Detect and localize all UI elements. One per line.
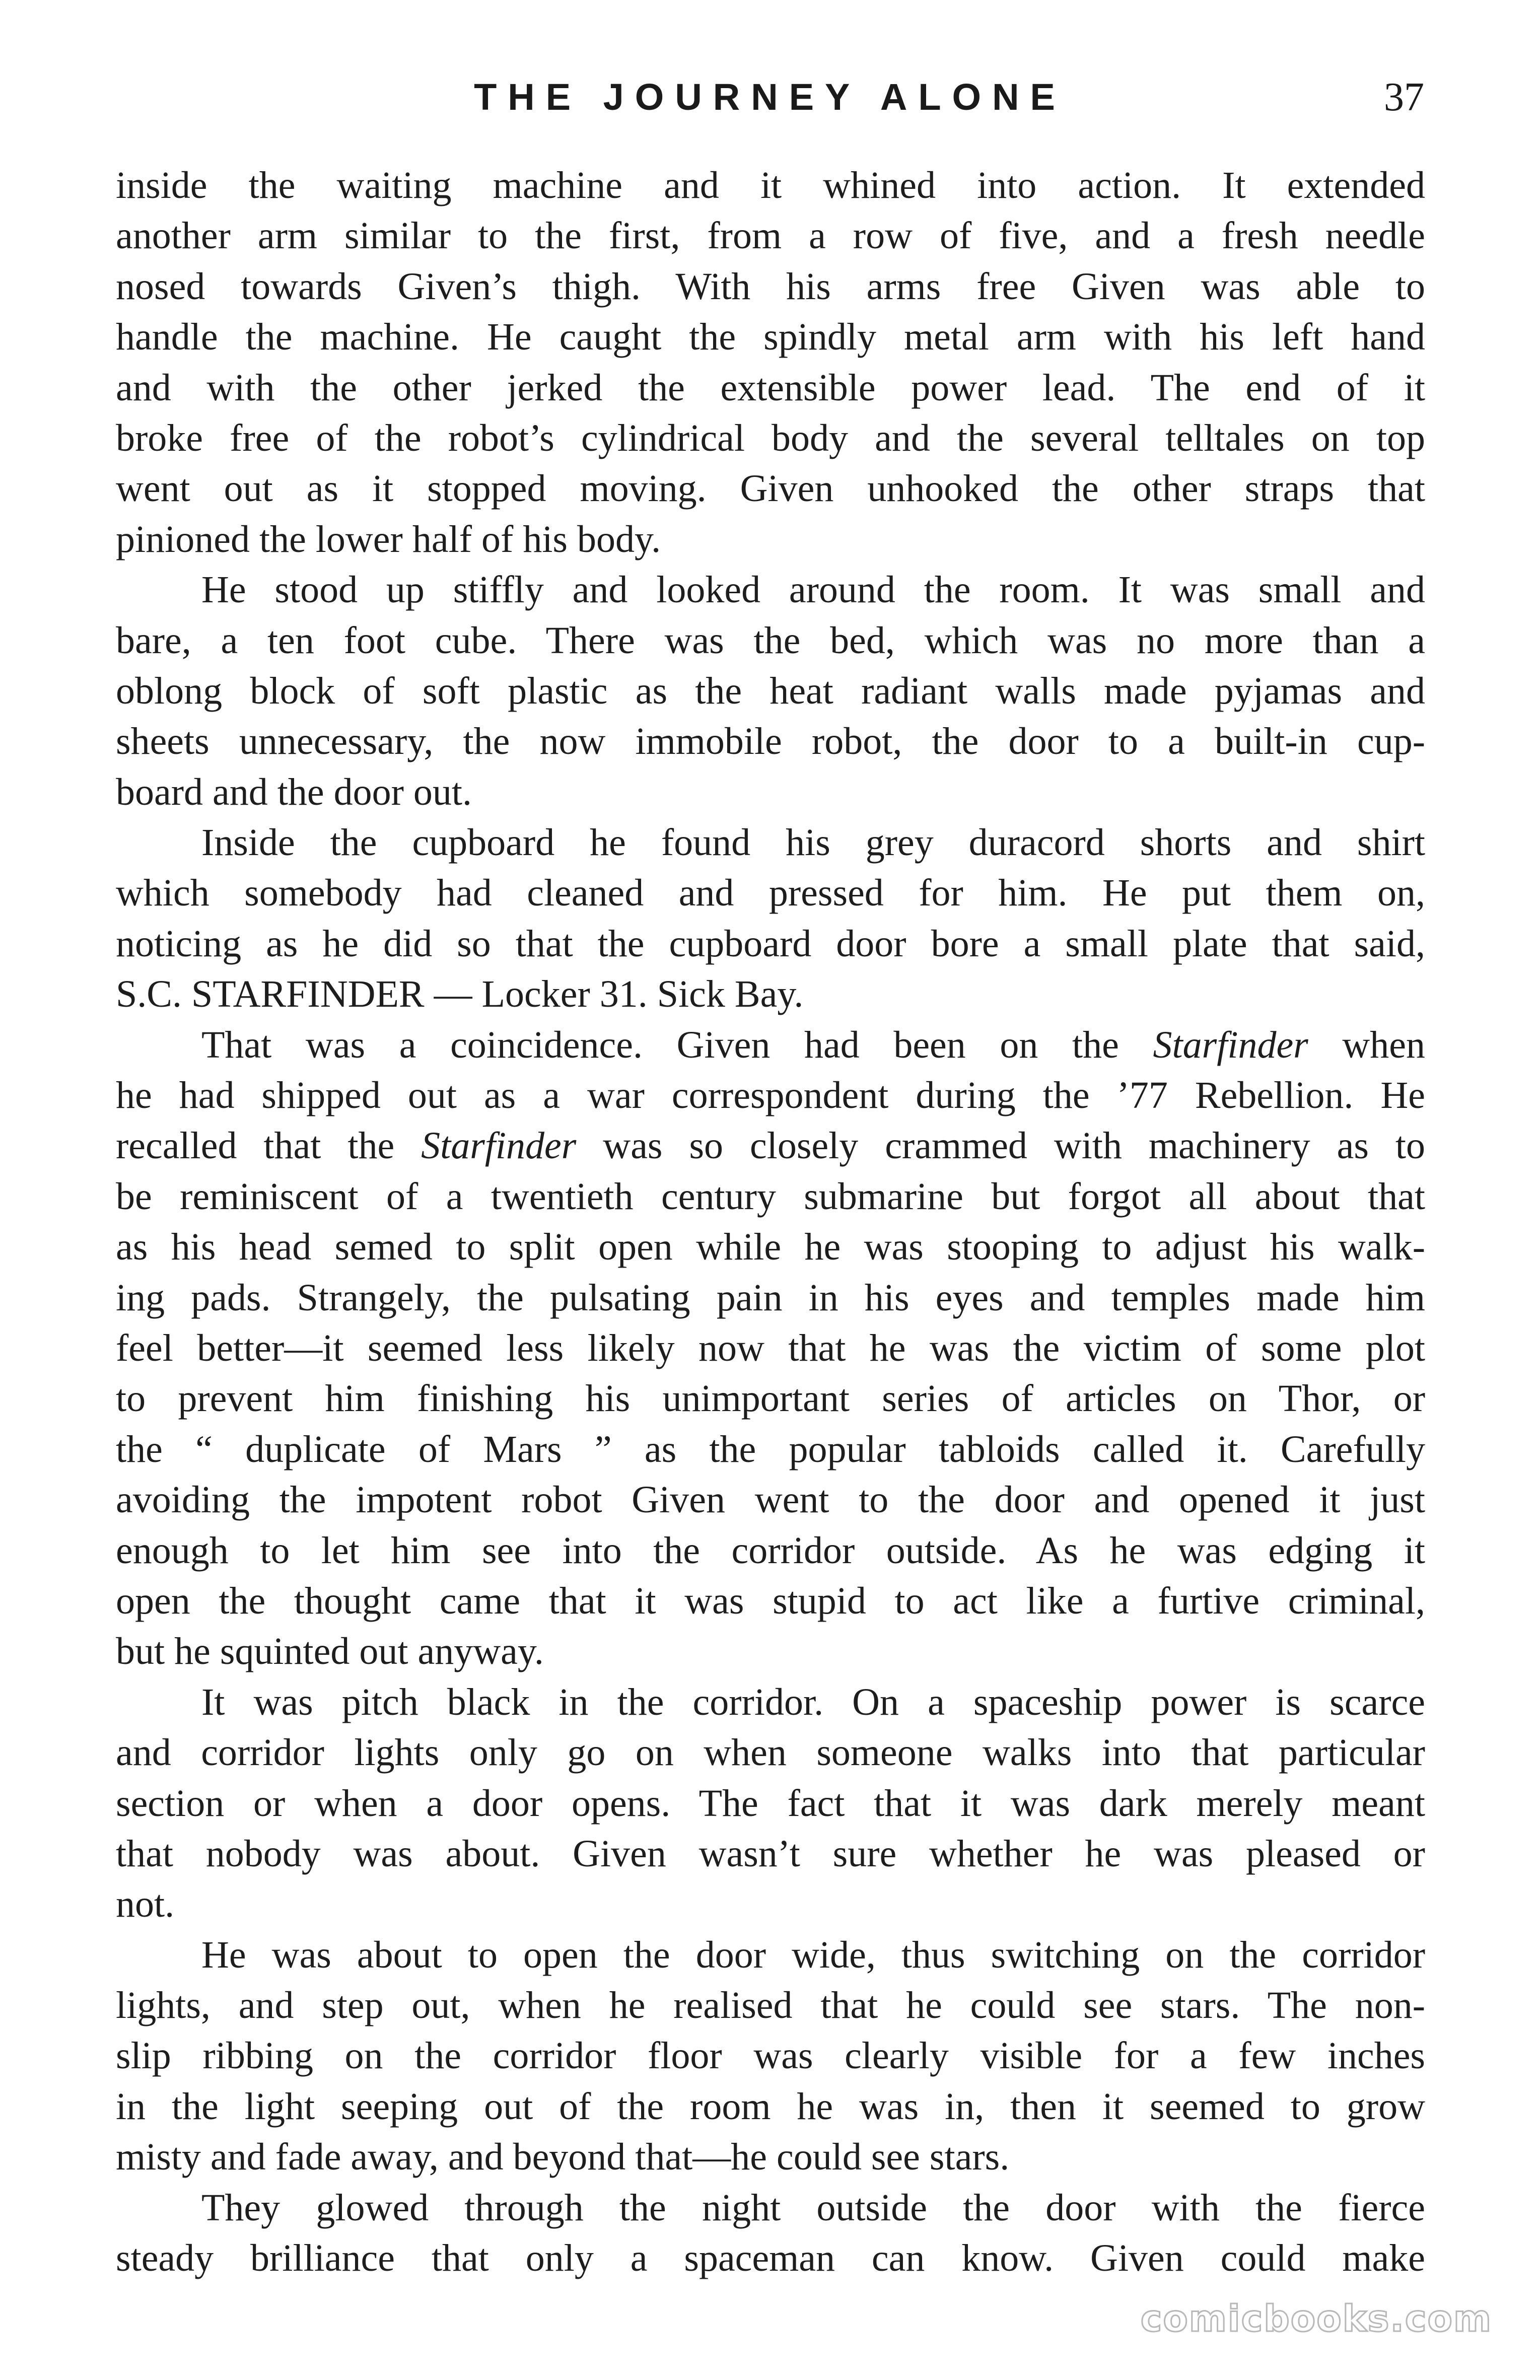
text-line: lights, and step out, when he realised that he could see stars. The non- [116,1984,1425,2027]
running-head [0,69,1540,125]
text-line: as his head semed to split open while he was stooping to adjust his walk- [116,1226,1425,1269]
text-line: to prevent him finishing his unimportant series of articles on Thor, or [116,1377,1425,1420]
text-line: misty and fade away, and beyond that—he could see stars. [116,2136,1010,2179]
text-segment: was so closely crammed with machinery as to [576,1125,1425,1167]
text-line: noticing as he did so that the cupboard door bore a small plate that said, [116,922,1425,965]
text-line: oblong block of soft plastic as the heat radiant walls made pyjamas and [116,669,1425,712]
text-line: another arm similar to the first, from a row of five, and a fresh needle [116,215,1425,257]
text-line: sheets unnecessary, the now immobile robot, the door to a built-in cup- [116,720,1425,763]
text-line: and with the other jerked the extensible power lead. The end of it [116,366,1425,409]
text-line: in the light seeping out of the room he was in, then it seemed to grow [116,2085,1425,2128]
text-line: and corridor lights only go on when someone walks into that particular [116,1731,1425,1774]
text-line: feel better—it seemed less likely now that he was the victim of some plot [116,1326,1425,1369]
text-segment: when [1308,1023,1425,1066]
text-line: section or when a door opens. The fact that it was dark merely meant [116,1782,1425,1825]
ship-name-italic: Starfinder [421,1125,577,1167]
text-line: ing pads. Strangely, the pulsating pain in his eyes and temples made him [116,1276,1425,1319]
text-line: nosed towards Given’s thigh. With his arms free Given was able to [116,265,1425,308]
text-line: inside the waiting machine and it whined into action. It extended [116,164,1425,206]
text-line: board and the door out. [116,771,472,813]
text-line: Inside the cupboard he found his grey duracord shorts and shirt [201,821,1425,864]
text-line: open the thought came that it was stupid to act like a furtive criminal, [116,1579,1425,1622]
text-segment: That was a coincidence. Given had been on the [201,1023,1153,1066]
text-line [116,1020,1425,1070]
text-line: that nobody was about. Given wasn’t sure whether he was pleased or [116,1832,1425,1875]
running-title: THE JOURNEY ALONE [474,76,1066,118]
text-line: They glowed through the night outside the door with the fierce [201,2186,1425,2229]
text-line: be reminiscent of a twentieth century submarine but forgot all about that [116,1175,1425,1218]
text-line: but he squinted out anyway. [116,1630,544,1673]
ship-name-italic: Starfinder [1153,1023,1308,1066]
watermark: comicbooks.com [1140,2297,1492,2340]
text-line: which somebody had cleaned and pressed for him. He put them on, [116,872,1425,915]
text-line: slip ribbing on the corridor floor was clearly visible for a few inches [116,2035,1425,2077]
text-line: avoiding the impotent robot Given went to the door and opened it just [116,1479,1425,1521]
text-line: He stood up stiffly and looked around the room. It was small and [201,569,1425,611]
text-line: enough to let him see into the corridor outside. As he was edging it [116,1529,1425,1572]
text-line: went out as it stopped moving. Given unhooked the other straps that [116,467,1425,510]
page-number: 37 [1384,75,1424,119]
text-line: bare, a ten foot cube. There was the bed, which was no more than a [116,619,1425,662]
text-segment: recalled that the [116,1125,422,1167]
text-line: S.C. STARFINDER — Locker 31. Sick Bay. [116,973,804,1016]
text-line: he had shipped out as a war correspondent during the ’77 Rebellion. He [116,1074,1425,1117]
text-line: the “ duplicate of Mars ” as the popular tabloids called it. Carefully [116,1428,1425,1471]
text-line: broke free of the robot’s cylindrical body and the several telltales on top [116,416,1425,459]
text-line [116,1121,1425,1171]
text-line: He was about to open the door wide, thus switching on the corridor [201,1933,1425,1976]
text-line: not. [116,1883,175,1926]
text-line: steady brilliance that only a spaceman can know. Given could make [116,2237,1425,2280]
body-text [116,160,1425,2283]
text-line: pinioned the lower half of his body. [116,518,661,561]
text-line: handle the machine. He caught the spindly metal arm with his left hand [116,316,1425,359]
text-line: It was pitch black in the corridor. On a spaceship power is scarce [201,1681,1425,1723]
